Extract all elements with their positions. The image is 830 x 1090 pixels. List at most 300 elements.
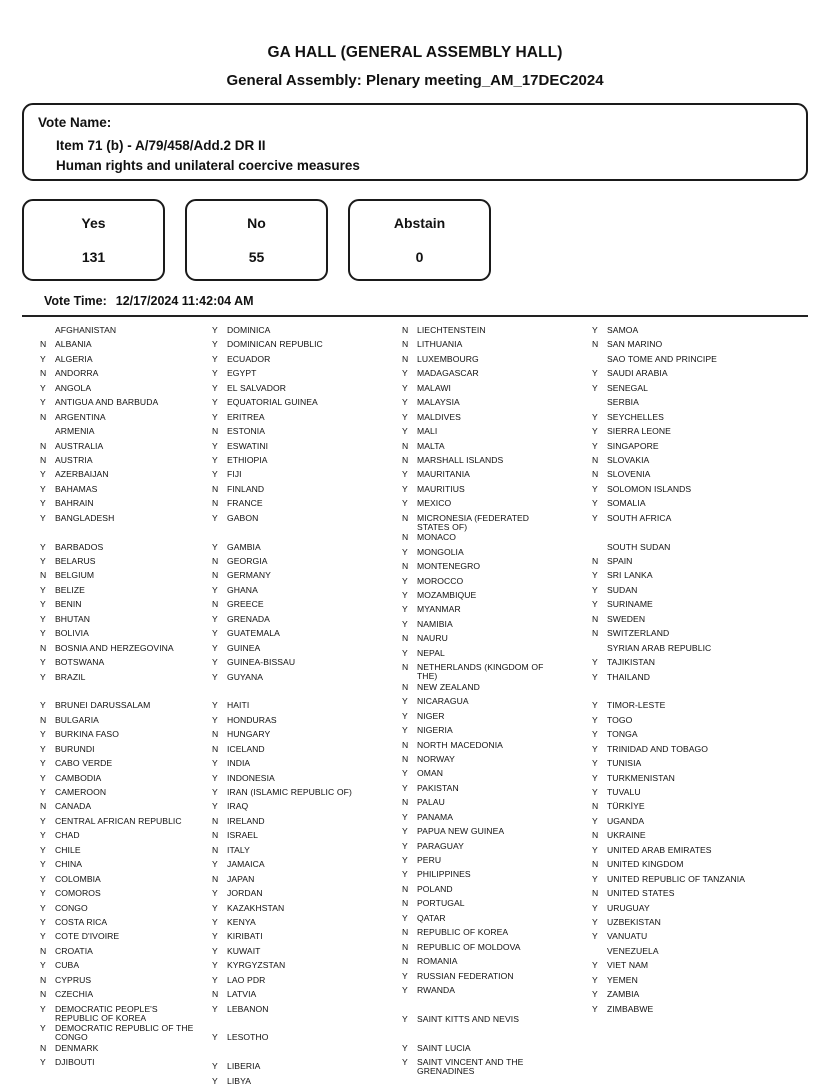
vote-mark: Y [40, 469, 46, 480]
tally-abstain-count: 0 [415, 249, 424, 265]
country-name: UZBEKISTAN [607, 916, 661, 927]
vote-mark: Y [212, 368, 218, 379]
country-vote-row [592, 441, 782, 455]
country-name: JORDAN [227, 888, 263, 899]
country-name: SLOVENIA [607, 469, 651, 480]
country-vote-row [402, 547, 592, 561]
vote-mark: N [592, 613, 599, 624]
vote-mark: N [40, 454, 47, 465]
country-name: SOUTH SUDAN [607, 541, 671, 552]
vote-mark: Y [212, 628, 218, 639]
country-vote-row [402, 768, 592, 782]
country-vote-row [40, 657, 212, 671]
country-vote-row [402, 412, 592, 426]
tally-abstain [348, 199, 491, 281]
country-name: POLAND [417, 883, 453, 894]
country-name: SAINT VINCENT AND THE GRENADINES [417, 1057, 524, 1077]
vote-mark: Y [402, 782, 408, 793]
vote-mark: Y [402, 1057, 408, 1068]
country-vote-row [402, 725, 592, 739]
vote-mark: N [402, 927, 409, 938]
country-vote-row [402, 1014, 592, 1028]
country-vote-row [402, 513, 592, 533]
country-vote-row [592, 570, 782, 584]
country-vote-row [592, 903, 782, 917]
country-vote-row [402, 971, 592, 985]
country-vote-row [40, 816, 212, 830]
vote-mark: N [402, 532, 409, 543]
list-spacer [592, 686, 782, 700]
vote-mark: N [402, 681, 409, 692]
country-vote-row [212, 325, 402, 339]
country-name: LIBYA [227, 1075, 252, 1086]
country-name: CENTRAL AFRICAN REPUBLIC [55, 815, 182, 826]
country-vote-row [40, 946, 212, 960]
country-name: SAINT LUCIA [417, 1042, 471, 1053]
country-vote-row [212, 383, 402, 397]
country-vote-list [22, 325, 808, 1090]
vote-mark: Y [40, 556, 46, 566]
country-vote-row [40, 325, 212, 339]
vote-mark: Y [40, 498, 46, 509]
vote-mark: Y [212, 801, 218, 812]
vote-mark: Y [212, 584, 218, 595]
vote-mark: Y [592, 599, 598, 610]
vote-mark: N [212, 599, 219, 610]
vote-mark: N [40, 440, 47, 451]
vote-mark: Y [40, 815, 46, 826]
list-spacer [212, 1047, 402, 1061]
country-vote-row [402, 469, 592, 483]
country-name: BULGARIA [55, 714, 99, 725]
vote-mark: N [402, 797, 409, 808]
country-vote-row [402, 956, 592, 970]
country-vote-row [212, 368, 402, 382]
country-name: MAURITANIA [417, 469, 470, 480]
country-name: GERMANY [227, 570, 271, 581]
country-name: MALDIVES [417, 411, 461, 422]
vote-mark: Y [212, 1032, 218, 1043]
vote-mark: N [40, 642, 47, 653]
vote-mark: Y [212, 541, 218, 552]
country-vote-row [402, 368, 592, 382]
country-name: HAITI [227, 700, 250, 711]
vote-mark: N [212, 844, 219, 855]
vote-mark: Y [40, 657, 46, 668]
country-name: TRINIDAD AND TOBAGO [607, 743, 709, 754]
country-name: NEW ZEALAND [417, 681, 480, 692]
vote-mark: Y [592, 758, 598, 769]
country-vote-row [212, 556, 402, 570]
vote-name-content [38, 136, 792, 175]
country-name: LIECHTENSTEIN [417, 325, 486, 335]
country-vote-row [402, 561, 592, 575]
country-vote-row [402, 869, 592, 883]
vote-mark: Y [212, 440, 218, 451]
vote-mark: Y [40, 353, 46, 364]
vote-mark: N [212, 426, 219, 437]
country-vote-row [592, 888, 782, 902]
country-name: CROATIA [55, 945, 93, 956]
country-vote-row [212, 960, 402, 974]
country-name: GUATEMALA [227, 628, 280, 639]
list-spacer [212, 686, 402, 700]
country-name: GREECE [227, 599, 264, 610]
country-name: REPUBLIC OF KOREA [417, 927, 509, 938]
country-vote-row [40, 570, 212, 584]
vote-mark: N [212, 743, 219, 754]
vote-mark: Y [402, 411, 408, 422]
vote-mark: Y [212, 1003, 218, 1014]
country-vote-row [592, 368, 782, 382]
list-spacer [402, 999, 592, 1013]
vote-mark: N [402, 454, 409, 465]
vote-mark [592, 397, 607, 398]
vote-mark: Y [402, 984, 408, 995]
country-vote-row [592, 758, 782, 772]
country-name: CAMEROON [55, 787, 107, 797]
country-name: NAMIBIA [417, 618, 453, 629]
country-name-line2: THE) [417, 671, 438, 682]
vote-mark: Y [592, 512, 598, 523]
country-vote-row [212, 469, 402, 483]
country-vote-row [592, 715, 782, 729]
list-spacer [212, 527, 402, 541]
vote-mark: Y [592, 325, 598, 335]
country-vote-row [212, 599, 402, 613]
vote-mark: Y [40, 700, 46, 711]
vote-mark: Y [592, 974, 598, 985]
country-name: ANDORRA [55, 368, 99, 379]
country-name: MONACO [417, 532, 457, 543]
vote-mark: N [40, 339, 47, 350]
vote-mark: Y [212, 339, 218, 350]
vote-mark: Y [212, 974, 218, 985]
country-vote-row [212, 975, 402, 989]
vote-mark [592, 354, 607, 355]
country-vote-row [212, 513, 402, 527]
country-name: SAINT KITTS AND NEVIS [417, 1013, 519, 1024]
country-vote-row [592, 874, 782, 888]
vote-mark: N [402, 941, 409, 952]
country-vote-row [212, 787, 402, 801]
vote-mark: Y [212, 859, 218, 870]
vote-mark: Y [40, 483, 46, 494]
country-name: PAPUA NEW GUINEA [417, 826, 505, 837]
country-vote-row [212, 903, 402, 917]
vote-mark: Y [402, 483, 408, 494]
vote-mark: Y [402, 604, 408, 615]
vote-mark: Y [402, 368, 408, 379]
vote-mark: Y [402, 696, 408, 707]
vote-mark: N [402, 512, 409, 523]
country-vote-row [402, 812, 592, 826]
country-name: RWANDA [417, 984, 456, 995]
country-name: UGANDA [607, 815, 645, 826]
vote-mark: N [402, 956, 409, 967]
country-name: DEMOCRATIC REPUBLIC OF THE CONGO [55, 1023, 194, 1043]
country-vote-row [402, 682, 592, 696]
country-vote-row [402, 797, 592, 811]
country-name: UNITED STATES [607, 888, 675, 899]
country-vote-row [402, 576, 592, 590]
vote-mark: Y [40, 931, 46, 942]
country-name: ERITREA [227, 411, 265, 422]
vote-mark: Y [40, 382, 46, 393]
vote-mark: Y [40, 613, 46, 624]
country-name: AUSTRIA [55, 454, 93, 465]
vote-mark: Y [40, 1057, 46, 1068]
vote-mark: N [402, 662, 409, 673]
country-vote-row [40, 455, 212, 469]
country-vote-row [212, 989, 402, 1003]
vote-mark: Y [212, 758, 218, 769]
country-vote-row [212, 1004, 402, 1018]
vote-mark: Y [40, 859, 46, 870]
country-vote-row [592, 960, 782, 974]
country-vote-row [40, 628, 212, 642]
country-name: ANGOLA [55, 382, 92, 393]
country-name: SERBIA [607, 397, 639, 408]
country-vote-row [212, 859, 402, 873]
country-name: GRENADA [227, 613, 270, 624]
country-vote-row [402, 1043, 592, 1057]
country-vote-row [212, 917, 402, 931]
country-name: DJIBOUTI [55, 1057, 95, 1068]
country-vote-row [402, 455, 592, 469]
country-vote-row [40, 888, 212, 902]
vote-mark: Y [212, 397, 218, 408]
vote-mark: Y [40, 960, 46, 971]
vote-mark: Y [592, 1003, 598, 1014]
vote-time-label: Vote Time: [44, 294, 107, 308]
vote-mark: Y [402, 912, 408, 923]
vote-name-description: Human rights and unilateral coercive measures [56, 157, 360, 173]
vote-mark: Y [592, 729, 598, 740]
vote-mark: Y [212, 642, 218, 653]
vote-mark: Y [592, 714, 598, 725]
country-name: BAHRAIN [55, 498, 94, 509]
country-name: TIMOR-LESTE [607, 700, 666, 711]
country-name: FINLAND [227, 483, 265, 494]
vote-mark: N [40, 989, 47, 1000]
vote-mark: N [402, 440, 409, 451]
country-vote-row [212, 455, 402, 469]
country-vote-row [402, 590, 592, 604]
country-vote-row [40, 744, 212, 758]
country-column [402, 325, 592, 1090]
country-vote-row [402, 498, 592, 512]
country-name: EGYPT [227, 368, 257, 379]
vote-mark: Y [40, 758, 46, 769]
country-name: YEMEN [607, 974, 638, 985]
country-name: BANGLADESH [55, 512, 115, 523]
tally-no-count: 55 [248, 249, 265, 265]
country-vote-row [212, 657, 402, 671]
country-name: THAILAND [607, 671, 650, 682]
country-vote-row [592, 816, 782, 830]
country-vote-row [40, 859, 212, 873]
country-vote-row [402, 354, 592, 368]
country-vote-row [402, 648, 592, 662]
country-name: MICRONESIA (FEDERATED STATES OF) [417, 512, 530, 532]
country-name: KENYA [227, 916, 256, 927]
country-vote-row [40, 729, 212, 743]
country-vote-row [592, 325, 782, 339]
country-vote-row [40, 556, 212, 570]
vote-mark: Y [592, 743, 598, 754]
country-name: CAMBODIA [55, 772, 102, 783]
country-name: MALTA [417, 440, 445, 451]
country-name: MARSHALL ISLANDS [417, 454, 504, 465]
country-name: CHINA [55, 859, 83, 870]
country-vote-row [402, 884, 592, 898]
vote-time-value: 12/17/2024 11:42:04 AM [115, 294, 254, 308]
country-name: TAJIKISTAN [607, 657, 656, 668]
country-vote-row [592, 469, 782, 483]
vote-mark: Y [592, 815, 598, 826]
vote-tallies [22, 199, 808, 281]
country-name: QATAR [417, 912, 446, 923]
country-name: MEXICO [417, 498, 452, 509]
vote-mark: Y [402, 426, 408, 437]
country-vote-row [40, 1004, 212, 1024]
country-vote-row [402, 711, 592, 725]
vote-mark: Y [40, 787, 46, 797]
country-vote-row [212, 484, 402, 498]
country-vote-row [592, 513, 782, 527]
country-name: ISRAEL [227, 830, 258, 841]
vote-mark: Y [592, 787, 598, 797]
country-name: SAO TOME AND PRINCIPE [607, 353, 717, 364]
country-name: ALBANIA [55, 339, 92, 350]
country-vote-row [402, 898, 592, 912]
vote-mark: Y [212, 671, 218, 682]
country-vote-row [40, 469, 212, 483]
country-name: BAHAMAS [55, 483, 98, 494]
vote-mark: Y [212, 714, 218, 725]
country-vote-row [212, 672, 402, 686]
vote-mark: N [40, 801, 47, 812]
country-name: HONDURAS [227, 714, 277, 725]
country-vote-row [40, 903, 212, 917]
country-name: SIERRA LEONE [607, 426, 671, 437]
country-name: TUNISIA [607, 758, 642, 769]
vote-mark: Y [40, 729, 46, 740]
country-name: LESOTHO [227, 1032, 269, 1043]
vote-mark: Y [40, 1023, 46, 1034]
country-name: CUBA [55, 960, 80, 971]
vote-mark: Y [212, 916, 218, 927]
vote-mark: N [40, 368, 47, 379]
vote-mark: Y [212, 613, 218, 624]
country-name: MALAWI [417, 382, 451, 393]
vote-mark: Y [402, 1042, 408, 1053]
vote-mark: N [40, 714, 47, 725]
country-column [592, 325, 782, 1090]
country-vote-row [40, 412, 212, 426]
country-name: MAURITIUS [417, 483, 465, 494]
country-name: NORTH MACEDONIA [417, 739, 503, 750]
country-vote-row [402, 913, 592, 927]
country-name: AFGHANISTAN [55, 325, 117, 335]
country-name: URUGUAY [607, 902, 650, 913]
vote-mark: Y [402, 710, 408, 721]
vote-mark: Y [592, 671, 598, 682]
vote-mark: N [402, 883, 409, 894]
country-vote-row [40, 397, 212, 411]
country-name: GABON [227, 512, 259, 523]
vote-mark: N [212, 873, 219, 884]
country-name: ARGENTINA [55, 411, 106, 422]
vote-mark: Y [212, 454, 218, 465]
country-name: MALI [417, 426, 438, 437]
vote-mark: Y [40, 873, 46, 884]
country-vote-row [212, 570, 402, 584]
country-vote-row [402, 754, 592, 768]
vote-mark: Y [402, 1013, 408, 1024]
country-name: DOMINICAN REPUBLIC [227, 339, 323, 350]
country-vote-row [212, 931, 402, 945]
vote-mark: Y [40, 772, 46, 783]
country-vote-row [40, 700, 212, 714]
vote-mark: N [592, 628, 599, 639]
vote-mark: N [40, 411, 47, 422]
vote-mark: Y [592, 498, 598, 509]
country-name: SEYCHELLES [607, 411, 664, 422]
country-vote-row [402, 855, 592, 869]
vote-mark: Y [212, 469, 218, 480]
country-name: GEORGIA [227, 556, 268, 566]
country-name: EQUATORIAL GUINEA [227, 397, 318, 408]
country-vote-row [40, 917, 212, 931]
country-name: SWEDEN [607, 613, 646, 624]
country-name: ICELAND [227, 743, 265, 754]
country-vote-row [212, 498, 402, 512]
country-vote-row [40, 585, 212, 599]
country-vote-row [592, 1004, 782, 1018]
vote-mark: Y [402, 811, 408, 822]
country-vote-row [40, 989, 212, 1003]
country-name: MOROCCO [417, 575, 464, 586]
country-vote-row [592, 989, 782, 1003]
vote-mark: Y [212, 325, 218, 335]
country-vote-row [40, 426, 212, 440]
country-vote-row [402, 662, 592, 682]
country-vote-row [212, 628, 402, 642]
vote-mark: Y [40, 888, 46, 899]
country-name: EL SALVADOR [227, 382, 286, 393]
country-name: BRAZIL [55, 671, 86, 682]
vote-mark: Y [592, 382, 598, 393]
country-name: NAURU [417, 633, 448, 644]
country-name: IRELAND [227, 815, 265, 826]
country-vote-row [592, 830, 782, 844]
list-spacer [592, 527, 782, 541]
vote-mark: N [212, 570, 219, 581]
vote-mark: Y [592, 989, 598, 1000]
country-name: IRAQ [227, 801, 249, 812]
vote-mark: Y [402, 397, 408, 408]
vote-time [22, 294, 808, 308]
country-name: COMOROS [55, 888, 101, 899]
vote-mark: Y [40, 584, 46, 595]
country-name: TOGO [607, 714, 633, 725]
vote-mark: Y [40, 671, 46, 682]
country-vote-row [40, 484, 212, 498]
country-vote-row [592, 339, 782, 353]
country-vote-row [40, 672, 212, 686]
